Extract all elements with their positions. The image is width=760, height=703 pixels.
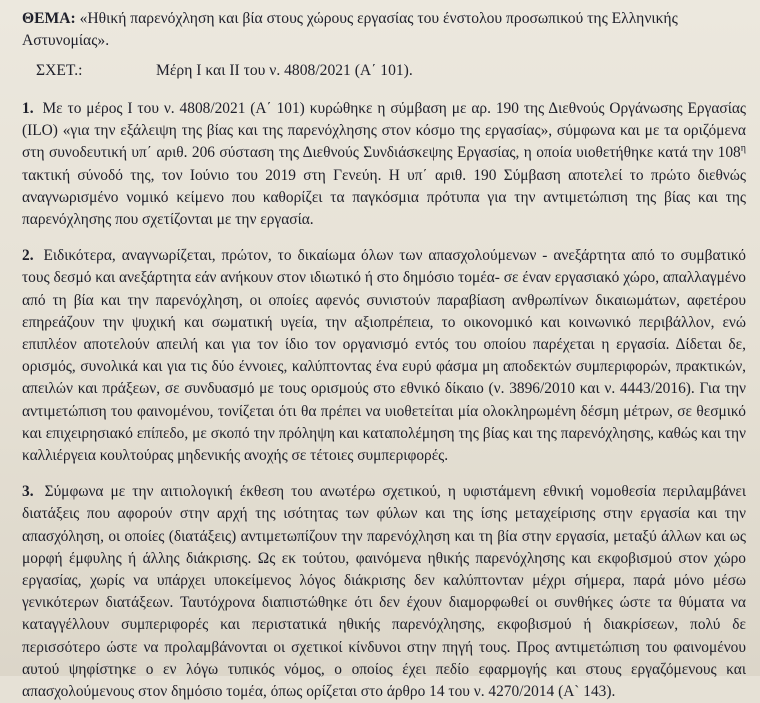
reference-text: Μέρη Ι και ΙΙ του ν. 4808/2021 (Α΄ 101).: [156, 62, 413, 79]
subject-label: ΘΕΜΑ:: [22, 10, 76, 27]
paragraph-number: 3.: [22, 483, 34, 501]
subject-text: «Ηθική παρενόχληση και βία στους χώρους εργασίας του ένστολου προσωπικού της Ελληνικής Αστυνομίας».: [22, 10, 678, 49]
paragraph-number: 1.: [22, 100, 34, 117]
paragraph-3: [22, 481, 746, 703]
paragraph-number: 2.: [22, 247, 34, 265]
paragraph-text: Ειδικότερα, αναγνωρίζεται, πρώτον, το δικαίωμα όλων των απασχολούμενων - ανεξάρτητα από το συμβατικό τους δεσμό και ανεξάρτητα εάν ανήκουν στον ιδιωτικό ή στο δημόσιο τομέα- σε έναν εργασιακό χώρο, απαλλαγμένο από τη βία και την παρενόχληση, οι οποίες αφενός συνιστούν παραβίαση ανθρωπίνων δικαιωμάτων, αφετέρου επηρεάζουν την ψυχική και σωματική υγεία, την αξιοπρέπεια, το οικονομικό και κοινωνικό περιβάλλον, ενώ επιπλέον αποτελούν απειλή και για τον ίδιο τον οργανισμό εντός του οποίου παρέχεται η εργασία. Δίδεται δε, ορισμός, συνολικά και για τις δύο έννοιες, καλύπτοντας ένα ευρύ φάσμα μη αποδεκτών συμπεριφορών, πρακτικών, απειλών και πράξεων, σε συνδυασμό με τους ορισμούς στο εθνικό δίκαιο (ν. 3896/2010 και ν. 4443/2016). Για την αντιμετώπιση του φαινομένου, τονίζεται ότι θα πρέπει να υιοθετείται μία ολοκληρωμένη δέσμη μέτρων, σε θεσμικό και επιχειρησιακό επίπεδο, με σκοπό την πρόληψη και καταπολέμηση της βίας και της παρενόχλησης, καθώς και την καλλιέργεια κουλτούρας μηδενικής ανοχής σε τέτοιες συμπεριφορές.: [22, 247, 746, 465]
paragraph-2: [22, 245, 746, 467]
ordinal-superscript: η: [740, 143, 746, 155]
reference-label: ΣΧΕΤ.:: [36, 62, 83, 79]
paragraph-text-continued: τακτική σύνοδό της, τον Ιούνιο του 2019 στη Γενεύη. Η υπ΄ αριθ. 190 Σύμβαση αποτελεί το πρώτο διεθνώς αναγνωρισμένο νομικό κείμενο που καθορίζει τα παγκόσμια πρότυπα για την αντιμετώπιση της βίας και της παρενόχλησης που σχετίζονται με την εργασία.: [22, 166, 746, 229]
paragraph-text: Σύμφωνα με την αιτιολογική έκθεση του ανωτέρω σχετικού, η υφιστάμενη εθνική νομοθεσία περιλαμβάνει διατάξεις που αφορούν στην αρχή της ισότητας των φύλων και της ίσης μεταχείρισης στην εργασία και την απασχόληση, οι οποίες (διατάξεις) αντιμετωπίζουν την παρενόχληση και τη βία στην εργασία, μεταξύ άλλων και ως μορφή έμφυλης ή άλλης διάκρισης. Ως εκ τούτου, φαινόμενα ηθικής παρενόχλησης και εκφοβισμού στον χώρο εργασίας, χωρίς να υπάρχει υποκείμενος λόγος διάκρισης δεν καλύπτονταν μέχρι σήμερα, παρά μόνο μέσω γενικότερων διατάξεων. Ταυτόχρονα διαπιστώθηκε ότι δεν έχουν διαμορφωθεί οι συνθήκες ώστε τα θύματα να καταγγέλλουν συμπεριφορές και περιστατικά ηθικής παρενόχλησης, εκφοβισμού ή διακρίσεων, πολύ δε περισσότερο ώστε να προλαμβάνονται οι σχετικοί κίνδυνοι στην πηγή τους. Προς αντιμετώπιση του φαινομένου αυτού ψηφίστηκε ο εν λόγω τυπικός νόμος, ο οποίος έχει πεδίο εφαρμογής και στους εργαζόμενους και απασχολούμενους στον δημόσιο τομέα, όπως ορίζεται στο άρθρο 14 του ν. 4270/2014 (Α` 143).: [22, 483, 747, 701]
paragraph-text: Με το μέρος Ι του ν. 4808/2021 (Α΄ 101) κυρώθηκε η σύμβαση με αρ. 190 της Διεθνούς Οργάνωσης Εργασίας (ILO) «για την εξάλειψη της βίας και της παρενόχλησης στον κόσμο της εργασίας», σύμφωνα και με τα οριζόμενα στη συνοδευτική υπ΄ αριθ. 206 σύσταση της Διεθνούς Συνδιάσκεψης Εργασίας, η οποία υιοθετήθηκε κατά την 108: [22, 100, 746, 162]
paragraph-1: [22, 98, 746, 231]
reference-line: [36, 60, 746, 82]
subject-line: [22, 8, 746, 52]
